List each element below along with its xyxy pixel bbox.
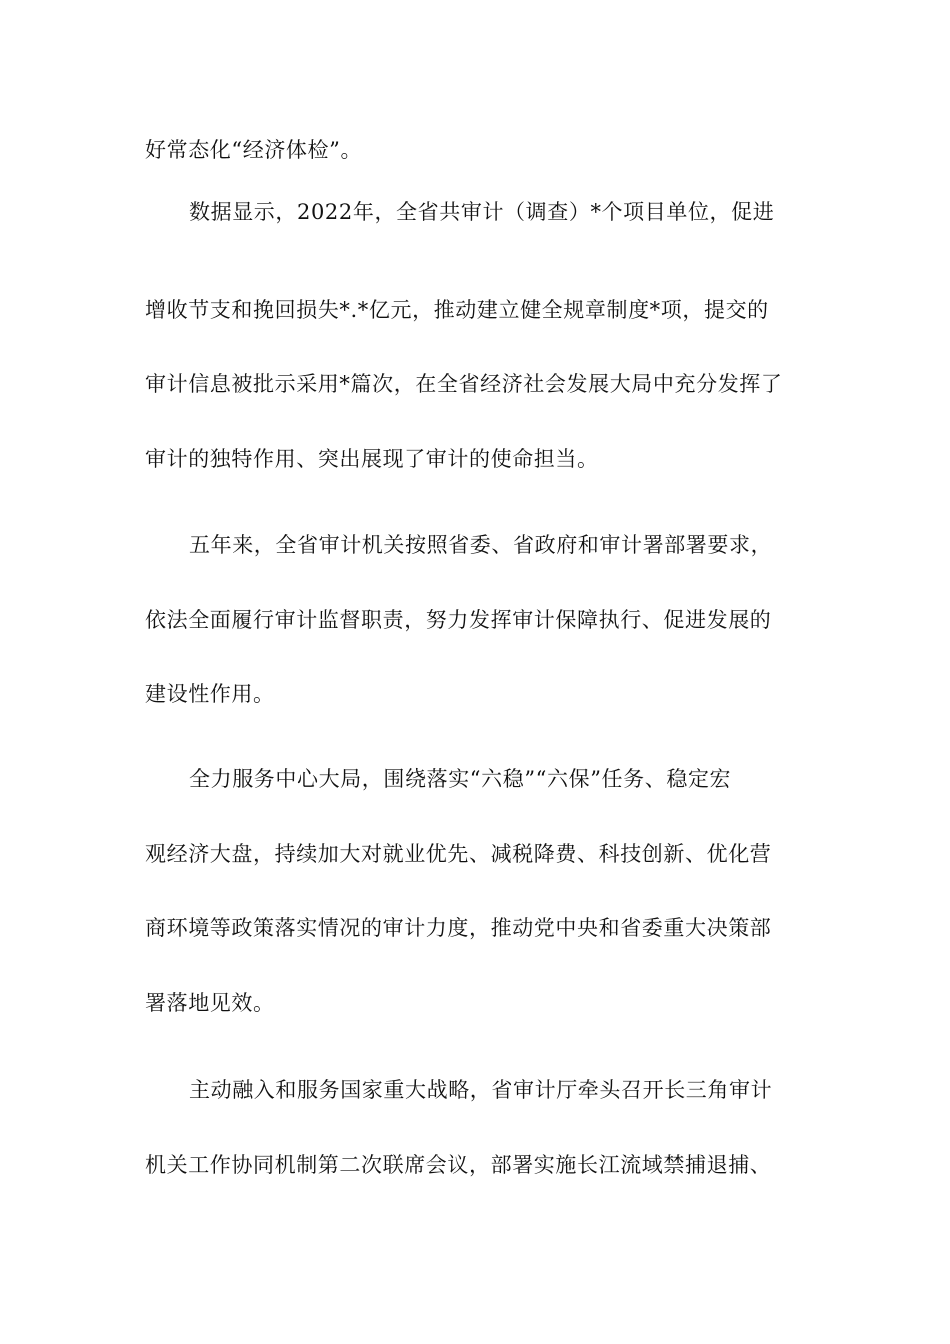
paragraph-first-line: 数据显示，2022年，全省共审计（调查）*个项目单位，促进 bbox=[189, 200, 775, 224]
text-line: 依法全面履行审计监督职责，努力发挥审计保障执行、促进发展的 bbox=[145, 608, 772, 632]
text-line: 审计信息被批示采用*篇次，在全省经济社会发展大局中充分发挥了 bbox=[145, 372, 783, 396]
text-line: 好常态化“经济体检”。 bbox=[145, 138, 363, 162]
text-line: 商环境等政策落实情况的审计力度，推动党中央和省委重大决策部 bbox=[145, 916, 772, 940]
paragraph-first-line: 全力服务中心大局，围绕落实“六稳”“六保”任务、稳定宏 bbox=[189, 767, 732, 791]
text-line: 增收节支和挽回损失*.*亿元，推动建立健全规章制度*项，提交的 bbox=[145, 298, 769, 322]
text-line: 机关工作协同机制第二次联席会议，部署实施长江流域禁捕退捕、 bbox=[145, 1153, 772, 1177]
text-line: 观经济大盘，持续加大对就业优先、减税降费、科技创新、优化营 bbox=[145, 842, 772, 866]
text-line: 审计的独特作用、突出展现了审计的使命担当。 bbox=[145, 447, 599, 471]
text-line: 署落地见效。 bbox=[145, 991, 275, 1015]
text-line: 建设性作用。 bbox=[145, 682, 275, 706]
paragraph-first-line: 五年来，全省审计机关按照省委、省政府和审计署部署要求， bbox=[189, 533, 773, 557]
paragraph-first-line: 主动融入和服务国家重大战略，省审计厅牵头召开长三角审计 bbox=[189, 1078, 773, 1102]
